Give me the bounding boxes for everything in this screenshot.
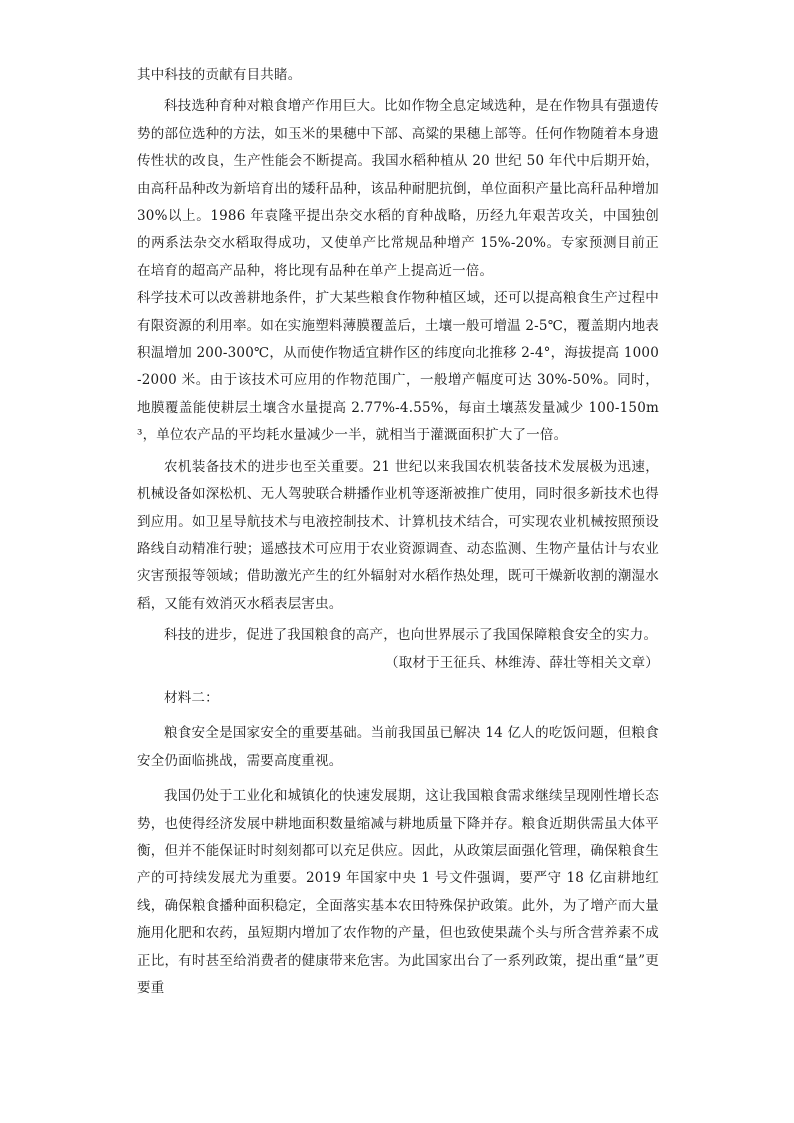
paragraph-conclusion: 科技的进步，促进了我国粮食的高产，也向世界展示了我国保障粮食安全的实力。 xyxy=(164,627,658,644)
document-body xyxy=(137,62,659,1002)
paragraph-breeding: 科技选种育种对粮食增产作用巨大。比如作物全息定域选种，是在作物具有强遗传势的部位选种的方法，如玉米的果穗中下部、高粱的果穗上部等。任何作物随着本身遗传性状的改良，生产性能会不断提高。我国水稻种植从 20 世纪 50 年代中后期开始，由高秆品种改为新培育出的矮秆品种，该品种耐肥抗倒，单位面积产量比高秆品种增加 30%以上。1986 年袁隆平提出杂交水稻的育种战略，历经九年艰苦攻关，中国独创的两系法杂交水稻取得成功，又使单产比常规品种增产 15%-20%。专家预测目前正在培育的超高产品种，将比现有品种在单产上提高近一倍。 xyxy=(137,98,659,279)
paragraph-food-security: 粮食安全是国家安全的重要基础。当前我国虽已解决 14 亿人的吃饭问题，但粮食安全仍面临挑战，需要高度重视。 xyxy=(137,725,659,769)
paragraph-0: 其中科技的贡献有目共睹。 xyxy=(137,67,302,83)
material-two-heading: 材料二： xyxy=(164,689,219,706)
paragraph-policy: 我国仍处于工业化和城镇化的快速发展期，这让我国粮食需求继续呈现刚性增长态势，也使得经济发展中耕地面积数量缩减与耕地质量下降并存。粮食近期供需虽大体平衡，但并不能保证时时刻刻都可以充足供应。因此，从政策层面强化管理，确保粮食生产的可持续发展尤为重要。2019 年国家中央 1 号文件强调，要严守 18 亿亩耕地红线，确保粮食播种面积稳定，全面落实基本农田特殊保护政策。此外，为了增产而大量施用化肥和农药，虽短期内增加了农作物的产量，但也致使果蔬个头与所含营养素不成正比，有时甚至给消费者的健康带来危害。为此国家出台了一系列政策，提出重“量”更要重 xyxy=(137,788,659,996)
paragraph-machinery: 农机装备技术的进步也至关重要。21 世纪以来我国农机装备技术发展极为迅速，机械设备如深松机、无人驾驶联合耕播作业机等逐渐被推广使用，同时很多新技术也得到应用。如卫星导航技术与电液控制技术、计算机技术结合，可实现农业机械按照预设路线自动精准行驶；遥感技术可应用于农业资源调查、动态监测、生物产量估计与农业灾害预报等领域；借助激光产生的红外辐射对水稻作热处理，既可干燥新收割的潮湿水稻，又能有效消灭水稻表层害虫。 xyxy=(137,458,659,612)
paragraph-cultivation: 科学技术可以改善耕地条件，扩大某些粮食作物种植区域，还可以提高粮食生产过程中有限资源的利用率。如在实施塑料薄膜覆盖后，土壤一般可增温 2-5℃，覆盖期内地表积温增加 200-300℃，从而使作物适宜耕作区的纬度向北推移 2-4°，海拔提高 1000-2000 米。由于该技术可应用的作物范围广，一般增产幅度可达 30%-50%。同时，地膜覆盖能使耕层土壤含水量提高 2.77%-4.55%，每亩土壤蒸发量减少 100-150m³，单位农产品的平均耗水量减少一半，就相当于灌溉面积扩大了一倍。 xyxy=(137,290,659,444)
source-citation: （取材于王征兵、林维涛、薛壮等相关文章） xyxy=(385,654,659,671)
